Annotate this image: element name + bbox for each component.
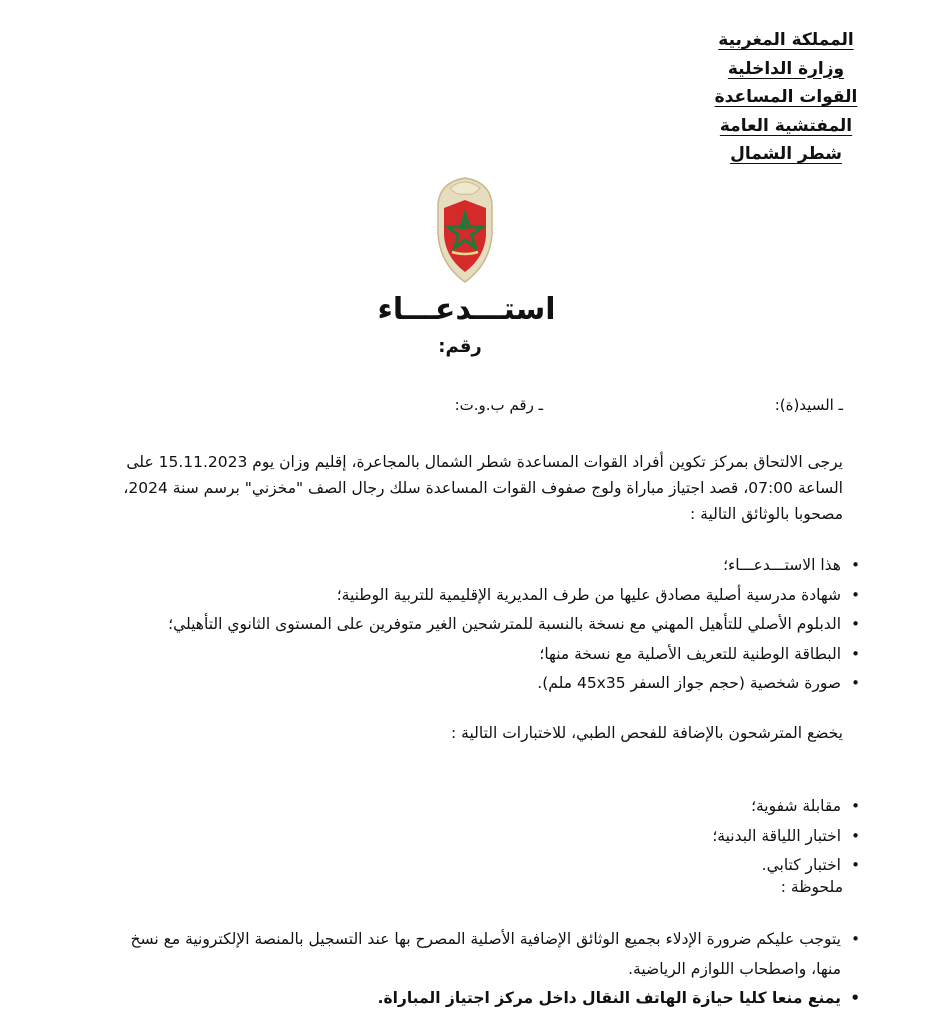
header-line-inspectorate: المفتشية العامة — [719, 115, 853, 136]
intro-line: يرجى الالتحاق بمركز تكوين أفراد القوات المساعدة شطر الشمال بالمجاعرة، إقليم وزان يوم 15.11.2023 على — [126, 453, 843, 471]
document-title: استـــدعـــاء — [377, 292, 556, 327]
list-item: • مقابلة شفوية؛ — [712, 792, 863, 822]
list-item: • البطاقة الوطنية للتعريف الأصلية مع نسخة منها؛ — [168, 640, 863, 670]
list-item: • صورة شخصية (حجم جواز السفر 45x35 ملم). — [168, 669, 863, 699]
intro-paragraph — [98, 449, 843, 527]
intro-line: مصحوبا بالوثائق التالية : — [690, 505, 843, 523]
convocation-number-label: رقم: — [438, 336, 482, 357]
auxiliary-forces-emblem-icon — [430, 174, 500, 284]
note-label: ملحوظة : — [780, 878, 843, 896]
list-item: • يتوجب عليكم ضرورة الإدلاء بجميع الوثائق الإضافية الأصلية المصرح بها عند التسجيل بالمنصة الإلكترونية مع نسخ منها، واصطحاب اللوازم الرياضية. — [121, 925, 863, 984]
header-line-kingdom: المملكة المغربية — [718, 30, 854, 50]
tests-list — [712, 792, 863, 881]
list-item: • اختبار اللياقة البدنية؛ — [712, 822, 863, 852]
convocation-number — [0, 336, 920, 357]
list-item: • شهادة مدرسية أصلية مصادق عليها من طرف المديرية الإقليمية للتربية الوطنية؛ — [168, 581, 863, 611]
header-line-ministry: وزارة الداخلية — [727, 58, 845, 79]
candidate-name-label: ـ السيد(ة): — [774, 396, 843, 414]
list-item: • يمنع منعا كليا حيازة الهاتف النقال داخل مركز اجتياز المباراة. — [121, 984, 863, 1014]
tests-intro: يخضع المترشحون بالإضافة للفحص الطبي، للاختبارات التالية : — [451, 724, 843, 742]
header-line-sector: شطر الشمال — [730, 144, 842, 164]
list-item: • الدبلوم الأصلي للتأهيل المهني مع نسخة بالنسبة للمترشحين الغير متوفرين على المستوى الثانوي التأهيلي؛ — [168, 610, 863, 640]
issuing-authority-header — [711, 26, 861, 169]
required-documents-list — [168, 551, 863, 699]
header-line-forces: القوات المساعدة — [714, 87, 858, 107]
notes-list — [121, 925, 863, 1014]
candidate-id-label: ـ رقم ب.و.ت: — [454, 396, 543, 414]
intro-line: الساعة 07:00، قصد اجتياز مباراة ولوج صفوف القوات المساعدة سلك رجال الصف "مخزني" برسم سنة 2024، — [123, 479, 843, 497]
list-item: • هذا الاستـــدعـــاء؛ — [168, 551, 863, 581]
list-item: • اختبار كتابي. — [712, 851, 863, 881]
